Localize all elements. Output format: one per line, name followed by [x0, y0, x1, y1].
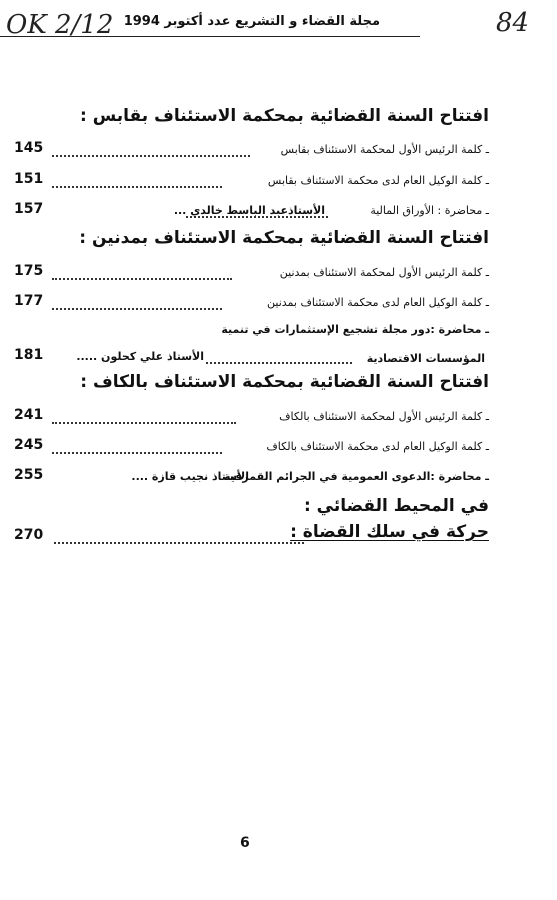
handwritten-ok-note: OK 2/12	[6, 10, 114, 40]
toc-leader-dots	[52, 186, 222, 188]
section-title-judges-movement: حركة في سلك القضاة :	[290, 522, 489, 542]
toc-page-number: 241	[14, 407, 44, 423]
toc-leader-dots	[52, 308, 222, 310]
section-title-kef: افتتاح السنة القضائية بمحكمة الاستئناف بالكاف :	[80, 372, 489, 392]
toc-leader-dots	[52, 278, 232, 280]
toc-page-number: 177	[14, 293, 44, 309]
toc-entry-text: ـ كلمة الرئيس الأول لمحكمة الاستئناف بمدنين	[279, 266, 489, 279]
toc-entry-text: ـ محاضرة :دور مجلة تشجيع الإستثمارات في تنمية	[221, 323, 489, 336]
toc-entry-text: ـ كلمة الرئيس الأول لمحكمة الاستئناف بالكاف	[279, 410, 489, 423]
header-rule	[0, 36, 420, 37]
toc-page-number: 145	[14, 140, 44, 156]
journal-header: مجلة القضاء و التشريع عدد أكتوبر 1994	[123, 14, 380, 29]
toc-leader-dots	[206, 362, 352, 364]
section-title-gabes: افتتاح السنة القضائية بمحكمة الاستئناف بقابس :	[80, 106, 489, 126]
toc-leader-dots	[54, 542, 304, 544]
toc-leader-dots	[52, 422, 236, 424]
toc-page-number: 157	[14, 201, 44, 217]
toc-entry-text: ـ كلمة الوكيل العام لدى محكمة الاستئناف بمدنين	[267, 296, 489, 309]
toc-entry-text: ـ كلمة الرئيس الأول لمحكمة الاستئناف بقابس	[280, 143, 489, 156]
toc-entry-text: ـ محاضرة : الأوراق المالية	[370, 204, 489, 217]
page-number: 6	[240, 835, 250, 851]
toc-page-number: 181	[14, 347, 44, 363]
toc-entry-text: ـ محاضرة :الدعوى العمومية في الجرائم القمرقية	[224, 470, 489, 483]
section-title-judicial-milieu: في المحيط القضائي :	[303, 496, 489, 516]
toc-page-number: 270	[14, 527, 44, 543]
toc-entry-author: الأستاذ نجيب قازة ....	[131, 470, 249, 483]
toc-entry-author: الأستاذعبد الباسط خالدي ...	[173, 204, 325, 217]
toc-page-number: 151	[14, 171, 44, 187]
section-title-medenine: افتتاح السنة القضائية بمحكمة الاستئناف بمدنين :	[79, 228, 489, 248]
handwritten-number-note: 84	[496, 8, 530, 38]
toc-entry-text: ـ كلمة الوكيل العام لدى محكمة الاستئناف بالكاف	[266, 440, 489, 453]
toc-leader-dots	[52, 155, 250, 157]
toc-entry-text: ـ كلمة الوكيل العام لدى محكمة الاستئناف بقابس	[267, 174, 489, 187]
toc-page-number: 255	[14, 467, 44, 483]
toc-page-number: 245	[14, 437, 44, 453]
toc-entry-author: الأستاذ علي كحلون .....	[76, 350, 204, 363]
toc-entry-text-continued: المؤسسات الاقتصادية	[366, 352, 485, 365]
toc-leader-dots	[52, 452, 222, 454]
toc-page-number: 175	[14, 263, 44, 279]
